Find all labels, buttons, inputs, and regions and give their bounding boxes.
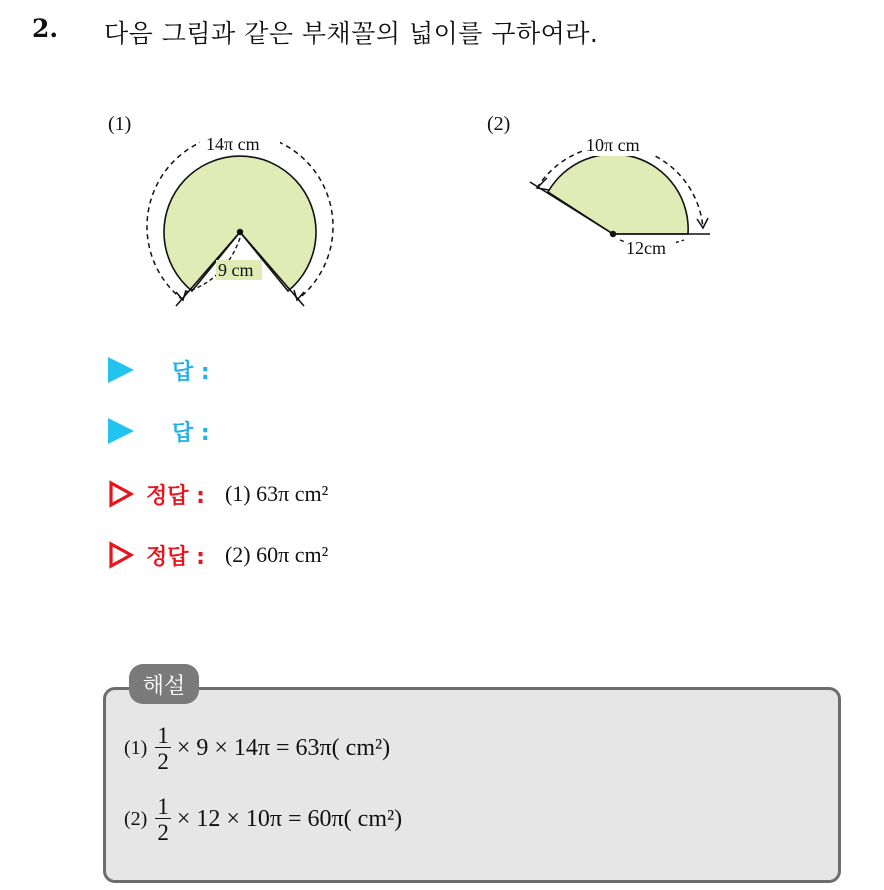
correct-value: (1) 63π cm² — [224, 481, 329, 506]
solution-part-label: (1) — [124, 737, 148, 759]
correct-marker-icon — [108, 541, 134, 569]
question-number: 2. — [32, 14, 59, 43]
figure-1-sector — [0, 0, 884, 340]
solution-expression: × 12 × 10π = 60π( cm²) — [176, 806, 403, 832]
sector-2-center — [610, 231, 616, 237]
sector-2-radius-label: 12cm — [626, 238, 666, 258]
solution-tag: 해설 — [129, 664, 199, 704]
sector-1-arc-arrow-left — [176, 290, 186, 300]
sector-2-arc-label: 10π cm — [586, 135, 640, 155]
answer-label: 답 : — [172, 420, 210, 446]
fraction-numerator: 1 — [157, 794, 169, 819]
fraction-denominator: 2 — [157, 820, 169, 845]
answer-row-2 — [108, 414, 210, 448]
solution-expression: × 9 × 14π = 63π( cm²) — [176, 735, 391, 761]
sector-1-arc-label: 14π cm — [206, 134, 260, 154]
correct-marker-icon — [108, 480, 134, 508]
answer-label: 답 : — [172, 359, 210, 385]
correct-label: 정답 : — [146, 483, 205, 509]
solution-line-2 — [124, 795, 402, 844]
correct-answer-row-2 — [108, 538, 328, 572]
solution-part-label: (2) — [124, 808, 148, 830]
sector-2-shape — [548, 154, 688, 234]
answer-marker-icon — [108, 357, 134, 383]
fraction-numerator: 1 — [157, 723, 169, 748]
answer-marker-icon — [108, 418, 134, 444]
correct-value: (2) 60π cm² — [224, 542, 329, 567]
solution-box — [103, 687, 841, 883]
sector-1-center — [237, 229, 243, 235]
correct-answer-row-1 — [108, 477, 328, 511]
fraction — [155, 724, 171, 773]
answer-row-1 — [108, 353, 210, 387]
fraction — [155, 795, 171, 844]
correct-label: 정답 : — [146, 544, 205, 570]
question-text: 다음 그림과 같은 부채꼴의 넓이를 구하여라. — [104, 19, 599, 48]
solution-line-1 — [124, 724, 390, 773]
fraction-denominator: 2 — [157, 749, 169, 774]
figure-1-label: (1) — [108, 113, 132, 135]
figure-2-label: (2) — [487, 113, 511, 135]
sector-1-radius-label: 9 cm — [218, 260, 254, 280]
